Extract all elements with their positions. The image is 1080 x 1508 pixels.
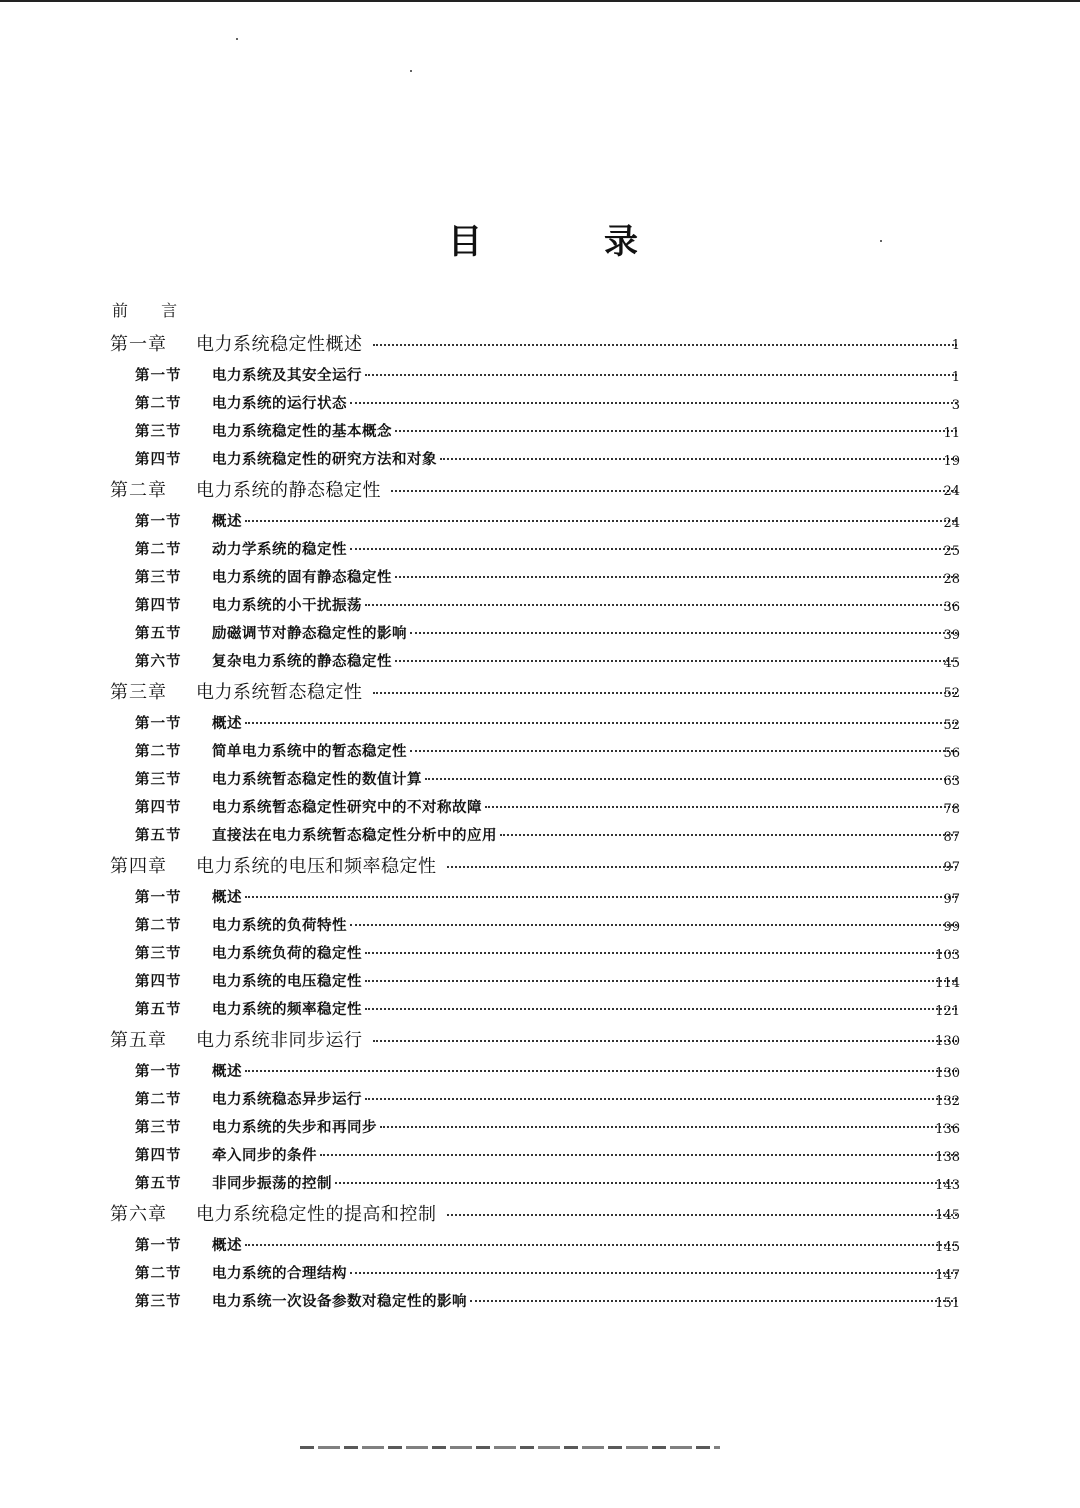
section-number: 第四节 <box>135 799 182 816</box>
chapter-title: 电力系统非同步运行 <box>196 1030 363 1051</box>
section-number: 第二节 <box>135 395 182 412</box>
section-title: 电力系统稳态异步运行 <box>212 1091 362 1108</box>
section-title: 电力系统的频率稳定性 <box>212 1001 362 1018</box>
entry-body <box>212 1116 960 1137</box>
scan-speck <box>410 70 412 72</box>
section-title: 动力学系统的稳定性 <box>212 541 347 558</box>
toc-section-entry[interactable] <box>0 562 1080 590</box>
table-of-contents <box>0 296 1080 1314</box>
page-number: 103 <box>935 948 960 963</box>
page-number: 3 <box>951 398 960 413</box>
section-title: 简单电力系统中的暂态稳定性 <box>212 743 407 760</box>
dot-leader <box>350 402 957 404</box>
toc-section-entry[interactable] <box>0 994 1080 1022</box>
entry-body <box>196 1200 960 1226</box>
dot-leader <box>447 1214 958 1216</box>
section-title: 概述 <box>212 1237 242 1254</box>
toc-section-entry[interactable] <box>0 910 1080 938</box>
dot-leader <box>380 1126 957 1128</box>
scan-speck <box>236 38 238 40</box>
toc-chapter-entry[interactable] <box>0 1022 1080 1056</box>
section-title: 复杂电力系统的静态稳定性 <box>212 653 392 670</box>
entry-body <box>212 448 960 469</box>
toc-chapter-entry[interactable] <box>0 848 1080 882</box>
toc-section-entry[interactable] <box>0 534 1080 562</box>
entry-body <box>212 712 960 733</box>
dot-leader <box>410 750 957 752</box>
section-title: 电力系统暂态稳定性研究中的不对称故障 <box>212 799 482 816</box>
page-number: 36 <box>943 600 960 615</box>
section-number: 第二节 <box>135 917 182 934</box>
entry-body <box>212 364 960 385</box>
page-number: 78 <box>943 802 960 817</box>
dot-leader <box>395 660 957 662</box>
dot-leader <box>320 1154 957 1156</box>
page-number: 143 <box>935 1178 960 1193</box>
section-title: 概述 <box>212 715 242 732</box>
entry-body <box>212 538 960 559</box>
toc-chapter-entry[interactable] <box>0 1196 1080 1230</box>
section-title: 概述 <box>212 889 242 906</box>
chapter-title: 电力系统的静态稳定性 <box>196 480 381 501</box>
dot-leader <box>395 430 957 432</box>
page-number: 45 <box>943 656 960 671</box>
dot-leader <box>440 458 957 460</box>
dot-leader <box>373 1040 958 1042</box>
page-number: 99 <box>943 920 960 935</box>
section-number: 第四节 <box>135 973 182 990</box>
entry-body <box>212 622 960 643</box>
preface-label: 前 言 <box>112 301 192 320</box>
toc-section-entry[interactable] <box>0 1258 1080 1286</box>
dot-leader <box>470 1300 957 1302</box>
section-number: 第五节 <box>135 625 182 642</box>
scan-artifact-line <box>300 1446 720 1449</box>
page-number: 28 <box>943 572 960 587</box>
scan-speck <box>880 240 882 242</box>
section-number: 第四节 <box>135 1147 182 1164</box>
chapter-number: 第六章 <box>110 1204 167 1225</box>
page-number: 19 <box>943 454 960 469</box>
dot-leader <box>365 952 957 954</box>
section-number: 第二节 <box>135 1265 182 1282</box>
dot-leader <box>365 374 957 376</box>
section-number: 第三节 <box>135 1119 182 1136</box>
section-number: 第五节 <box>135 827 182 844</box>
section-title: 电力系统稳定性的研究方法和对象 <box>212 451 437 468</box>
page-number: 52 <box>943 686 960 701</box>
toc-section-entry[interactable] <box>0 708 1080 736</box>
section-title: 励磁调节对静态稳定性的影响 <box>212 625 407 642</box>
page-number: 87 <box>943 830 960 845</box>
page-number: 63 <box>943 774 960 789</box>
entry-body <box>212 1172 960 1193</box>
section-number: 第六节 <box>135 653 182 670</box>
chapter-number: 第二章 <box>110 480 167 501</box>
dot-leader <box>245 1070 957 1072</box>
section-number: 第一节 <box>135 513 182 530</box>
entry-body <box>212 886 960 907</box>
section-title: 电力系统的运行状态 <box>212 395 347 412</box>
chapter-title: 电力系统稳定性概述 <box>196 334 363 355</box>
page-number: 97 <box>943 892 960 907</box>
toc-section-entry[interactable] <box>0 1084 1080 1112</box>
dot-leader <box>350 924 957 926</box>
dot-leader <box>410 632 957 634</box>
page-number: 52 <box>943 718 960 733</box>
page-number: 1 <box>951 338 960 353</box>
toc-section-entry[interactable] <box>0 736 1080 764</box>
section-title: 电力系统的负荷特性 <box>212 917 347 934</box>
top-border-line <box>0 0 1080 2</box>
entry-body <box>212 566 960 587</box>
entry-body <box>196 852 960 878</box>
section-number: 第四节 <box>135 597 182 614</box>
toc-section-entry[interactable] <box>0 764 1080 792</box>
entry-body <box>212 594 960 615</box>
page-number: 136 <box>935 1122 960 1137</box>
dot-leader <box>447 866 958 868</box>
section-title: 电力系统负荷的稳定性 <box>212 945 362 962</box>
section-title: 牵入同步的条件 <box>212 1147 317 1164</box>
section-title: 电力系统稳定性的基本概念 <box>212 423 392 440</box>
dot-leader <box>365 980 957 982</box>
entry-body <box>196 678 960 704</box>
page-number: 1 <box>951 370 960 385</box>
toc-section-entry[interactable] <box>0 1112 1080 1140</box>
section-title: 电力系统的失步和再同步 <box>212 1119 377 1136</box>
toc-section-entry[interactable] <box>0 1056 1080 1084</box>
section-number: 第五节 <box>135 1001 182 1018</box>
page-number: 130 <box>935 1034 960 1049</box>
page-number: 24 <box>943 516 960 531</box>
toc-section-entry[interactable] <box>0 792 1080 820</box>
entry-body <box>212 1060 960 1081</box>
section-title: 电力系统的电压稳定性 <box>212 973 362 990</box>
section-title: 电力系统的合理结构 <box>212 1265 347 1282</box>
toc-preface[interactable] <box>0 296 1080 326</box>
section-number: 第三节 <box>135 945 182 962</box>
toc-section-entry[interactable] <box>0 416 1080 444</box>
entry-body <box>212 998 960 1019</box>
page-title <box>0 214 1080 264</box>
page-number: 147 <box>935 1268 960 1283</box>
dot-leader <box>425 778 957 780</box>
toc-section-entry[interactable] <box>0 882 1080 910</box>
page-number: 145 <box>935 1240 960 1255</box>
page-number: 39 <box>943 628 960 643</box>
dot-leader <box>373 692 958 694</box>
entry-body <box>196 1026 960 1052</box>
dot-leader <box>395 576 957 578</box>
dot-leader <box>245 896 957 898</box>
entry-body <box>196 330 960 356</box>
dot-leader <box>245 722 957 724</box>
dot-leader <box>365 604 957 606</box>
section-title: 概述 <box>212 513 242 530</box>
toc-section-entry[interactable] <box>0 618 1080 646</box>
page-number: 132 <box>935 1094 960 1109</box>
dot-leader <box>350 548 957 550</box>
section-number: 第一节 <box>135 889 182 906</box>
chapter-title: 电力系统的电压和频率稳定性 <box>196 856 437 877</box>
dot-leader <box>500 834 957 836</box>
toc-section-entry[interactable] <box>0 820 1080 848</box>
dot-leader <box>245 1244 957 1246</box>
chapter-number: 第四章 <box>110 856 167 877</box>
page-number: 151 <box>935 1296 960 1311</box>
entry-body <box>212 740 960 761</box>
entry-body <box>212 942 960 963</box>
toc-chapter-entry[interactable] <box>0 326 1080 360</box>
section-title: 非同步振荡的控制 <box>212 1175 332 1192</box>
toc-chapter-entry[interactable] <box>0 674 1080 708</box>
section-number: 第二节 <box>135 541 182 558</box>
toc-section-entry[interactable] <box>0 388 1080 416</box>
chapter-number: 第五章 <box>110 1030 167 1051</box>
dot-leader <box>365 1008 957 1010</box>
section-number: 第三节 <box>135 771 182 788</box>
entry-body <box>212 914 960 935</box>
section-title: 电力系统及其安全运行 <box>212 367 362 384</box>
section-number: 第二节 <box>135 743 182 760</box>
entry-body <box>212 420 960 441</box>
entry-body <box>212 796 960 817</box>
page-number: 56 <box>943 746 960 761</box>
page-number: 24 <box>943 484 960 499</box>
section-number: 第三节 <box>135 569 182 586</box>
chapter-title: 电力系统暂态稳定性 <box>196 682 363 703</box>
section-number: 第一节 <box>135 367 182 384</box>
page-number: 11 <box>943 426 960 441</box>
chapter-number: 第一章 <box>110 334 167 355</box>
entry-body <box>212 824 960 845</box>
section-number: 第一节 <box>135 1237 182 1254</box>
entry-body <box>212 650 960 671</box>
toc-section-entry[interactable] <box>0 966 1080 994</box>
dot-leader <box>365 1098 957 1100</box>
toc-section-entry[interactable] <box>0 1168 1080 1196</box>
toc-section-entry[interactable] <box>0 360 1080 388</box>
entry-body <box>212 768 960 789</box>
section-number: 第三节 <box>135 423 182 440</box>
page-number: 25 <box>943 544 960 559</box>
dot-leader <box>335 1182 957 1184</box>
section-number: 第五节 <box>135 1175 182 1192</box>
page-number: 97 <box>943 860 960 875</box>
section-title: 电力系统的固有静态稳定性 <box>212 569 392 586</box>
entry-body <box>212 970 960 991</box>
page-title-char-2: 录 <box>604 222 638 262</box>
entry-body <box>212 1144 960 1165</box>
chapter-title: 电力系统稳定性的提高和控制 <box>196 1204 437 1225</box>
section-title: 直接法在电力系统暂态稳定性分析中的应用 <box>212 827 497 844</box>
dot-leader <box>350 1272 957 1274</box>
chapter-number: 第三章 <box>110 682 167 703</box>
section-number: 第一节 <box>135 1063 182 1080</box>
toc-section-entry[interactable] <box>0 1230 1080 1258</box>
toc-section-entry[interactable] <box>0 1286 1080 1314</box>
toc-section-entry[interactable] <box>0 938 1080 966</box>
toc-section-entry[interactable] <box>0 506 1080 534</box>
page-number: 121 <box>935 1004 960 1019</box>
page-title-char-1: 目 <box>448 222 482 262</box>
section-number: 第二节 <box>135 1091 182 1108</box>
section-number: 第三节 <box>135 1293 182 1310</box>
toc-section-entry[interactable] <box>0 590 1080 618</box>
section-number: 第四节 <box>135 451 182 468</box>
dot-leader <box>245 520 957 522</box>
page-number: 130 <box>935 1066 960 1081</box>
toc-section-entry[interactable] <box>0 646 1080 674</box>
section-number: 第一节 <box>135 715 182 732</box>
entry-body <box>212 1262 960 1283</box>
section-title: 概述 <box>212 1063 242 1080</box>
dot-leader <box>485 806 957 808</box>
section-title: 电力系统暂态稳定性的数值计算 <box>212 771 422 788</box>
page-number: 145 <box>935 1208 960 1223</box>
entry-body <box>212 1290 960 1311</box>
toc-section-entry[interactable] <box>0 444 1080 472</box>
toc-entry-list <box>0 326 1080 1314</box>
toc-chapter-entry[interactable] <box>0 472 1080 506</box>
section-title: 电力系统一次设备参数对稳定性的影响 <box>212 1293 467 1310</box>
entry-body <box>212 1088 960 1109</box>
dot-leader <box>373 344 958 346</box>
entry-body <box>212 510 960 531</box>
dot-leader <box>391 490 957 492</box>
entry-body <box>212 1234 960 1255</box>
entry-body <box>212 392 960 413</box>
page-number: 138 <box>935 1150 960 1165</box>
toc-section-entry[interactable] <box>0 1140 1080 1168</box>
entry-body <box>196 476 960 502</box>
section-title: 电力系统的小干扰振荡 <box>212 597 362 614</box>
page-number: 114 <box>935 976 960 991</box>
